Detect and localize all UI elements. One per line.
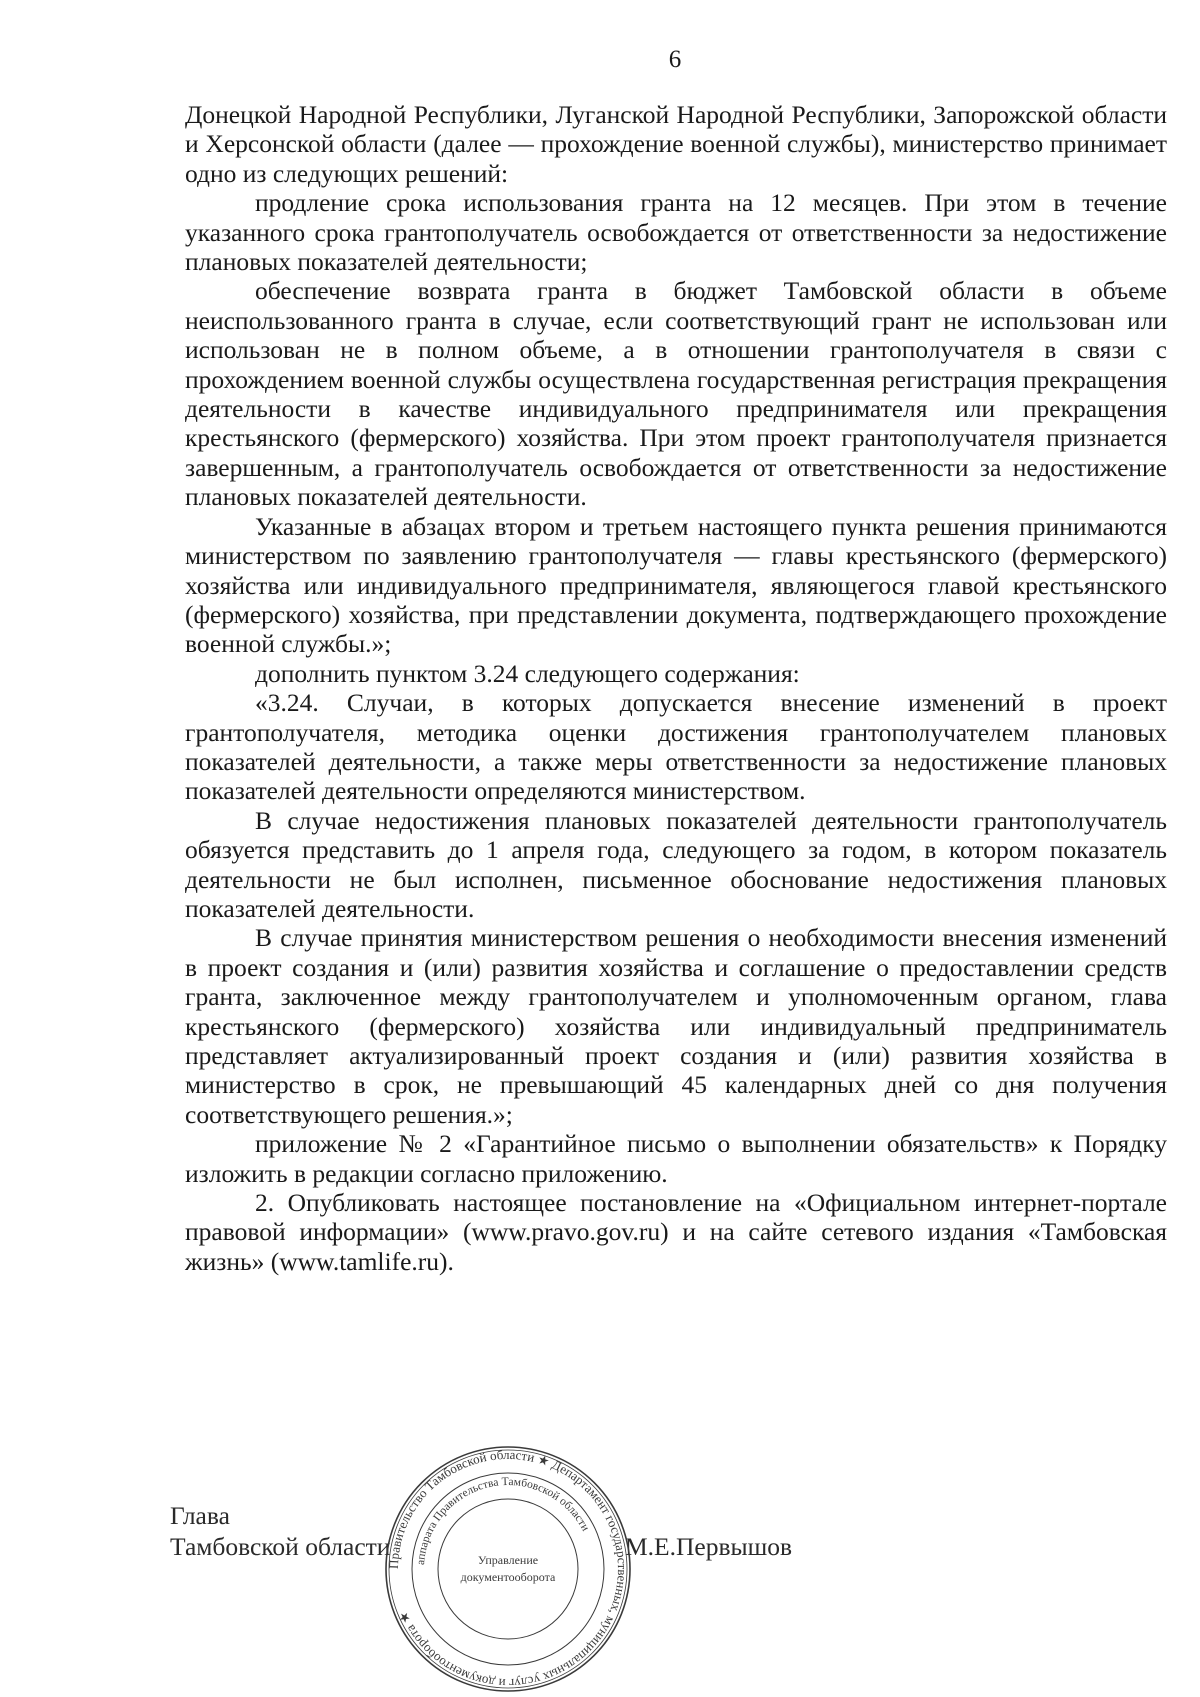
- signatory-region: Тамбовской области: [170, 1532, 391, 1561]
- paragraph: В случае принятия министерством решения о необходимости внесения изменений в проект создания и (или) развития хозяйства и соглашение о предоставлении средств гранта, заключенное между грантополучателем и уполномоченным органом, глава крестьянского (фермерского) хозяйства или индивидуальный предприниматель представляет актуализированный проект создания и (или) развития хозяйства в министерство в срок, не превышающий 45 календарных дней со дня получения соответствующего решения.»;: [185, 923, 1167, 1129]
- signature-block: [170, 1500, 390, 1562]
- signatory-name: М.Е.Первышов: [625, 1532, 793, 1561]
- page-number: 6: [668, 46, 682, 73]
- seal-center-line2: документооборота: [460, 1570, 556, 1584]
- paragraph: Донецкой Народной Республики, Луганской Народной Республики, Запорожской области и Херсонской области (далее — прохождение военной службы), министерство принимает одно из следующих решений:: [185, 100, 1167, 188]
- official-seal-stamp: [383, 1444, 633, 1694]
- paragraph: обеспечение возврата гранта в бюджет Тамбовской области в объеме неиспользованного гранта в случае, если соответствующий грант не использован или использован не в полном объеме, а в отношении грантополучателя в связи с прохождением военной службы осуществлена государственная регистрация прекращения деятельности в качестве индивидуального предпринимателя или прекращения крестьянского (фермерского) хозяйства. При этом проект грантополучателя признается завершенным, а грантополучатель освобождается от ответственности за недостижение плановых показателей деятельности.: [185, 276, 1167, 512]
- paragraph: «3.24. Случаи, в которых допускается внесение изменений в проект грантополучателя, методика оценки достижения грантополучателем плановых показателей деятельности, а также меры ответственности за недостижение плановых показателей деятельности определяются министерством.: [185, 688, 1167, 806]
- signatory-title: Глава: [170, 1501, 230, 1530]
- paragraph: приложение № 2 «Гарантийное письмо о выполнении обязательств» к Порядку изложить в редакции согласно приложению.: [185, 1129, 1167, 1188]
- paragraph: продление срока использования гранта на 12 месяцев. При этом в течение указанного срока грантополучатель освобождается от ответственности за недостижение плановых показателей деятельности;: [185, 188, 1167, 277]
- seal-outer-text: Правительство Тамбовской области ★ Департамент государственных, муниципальных услуг и документооборота ★: [385, 1446, 631, 1692]
- document-body: [185, 100, 1167, 1276]
- paragraph: Указанные в абзацах втором и третьем настоящего пункта решения принимаются министерством по заявлению грантополучателя — главы крестьянского (фермерского) хозяйства или индивидуального предпринимателя, являющегося главой крестьянского (фермерского) хозяйства, при представлении документа, подтверждающего прохождение военной службы.»;: [185, 511, 1167, 659]
- seal-center-line1: Управление: [477, 1553, 539, 1567]
- paragraph: дополнить пунктом 3.24 следующего содержания:: [255, 658, 800, 688]
- paragraph: 2. Опубликовать настоящее постановление на «Официальном интернет-портале правовой информации» (www.pravo.gov.ru) и на сайте сетевого издания «Тамбовская жизнь» (www.tamlife.ru).: [185, 1188, 1167, 1276]
- paragraph: В случае недостижения плановых показателей деятельности грантополучатель обязуется представить до 1 апреля года, следующего за годом, в котором показатель деятельности не был исполнен, письменное обоснование недостижения плановых показателей деятельности.: [185, 805, 1167, 923]
- seal-inner-text: аппарата Правительства Тамбовской области: [415, 1475, 592, 1566]
